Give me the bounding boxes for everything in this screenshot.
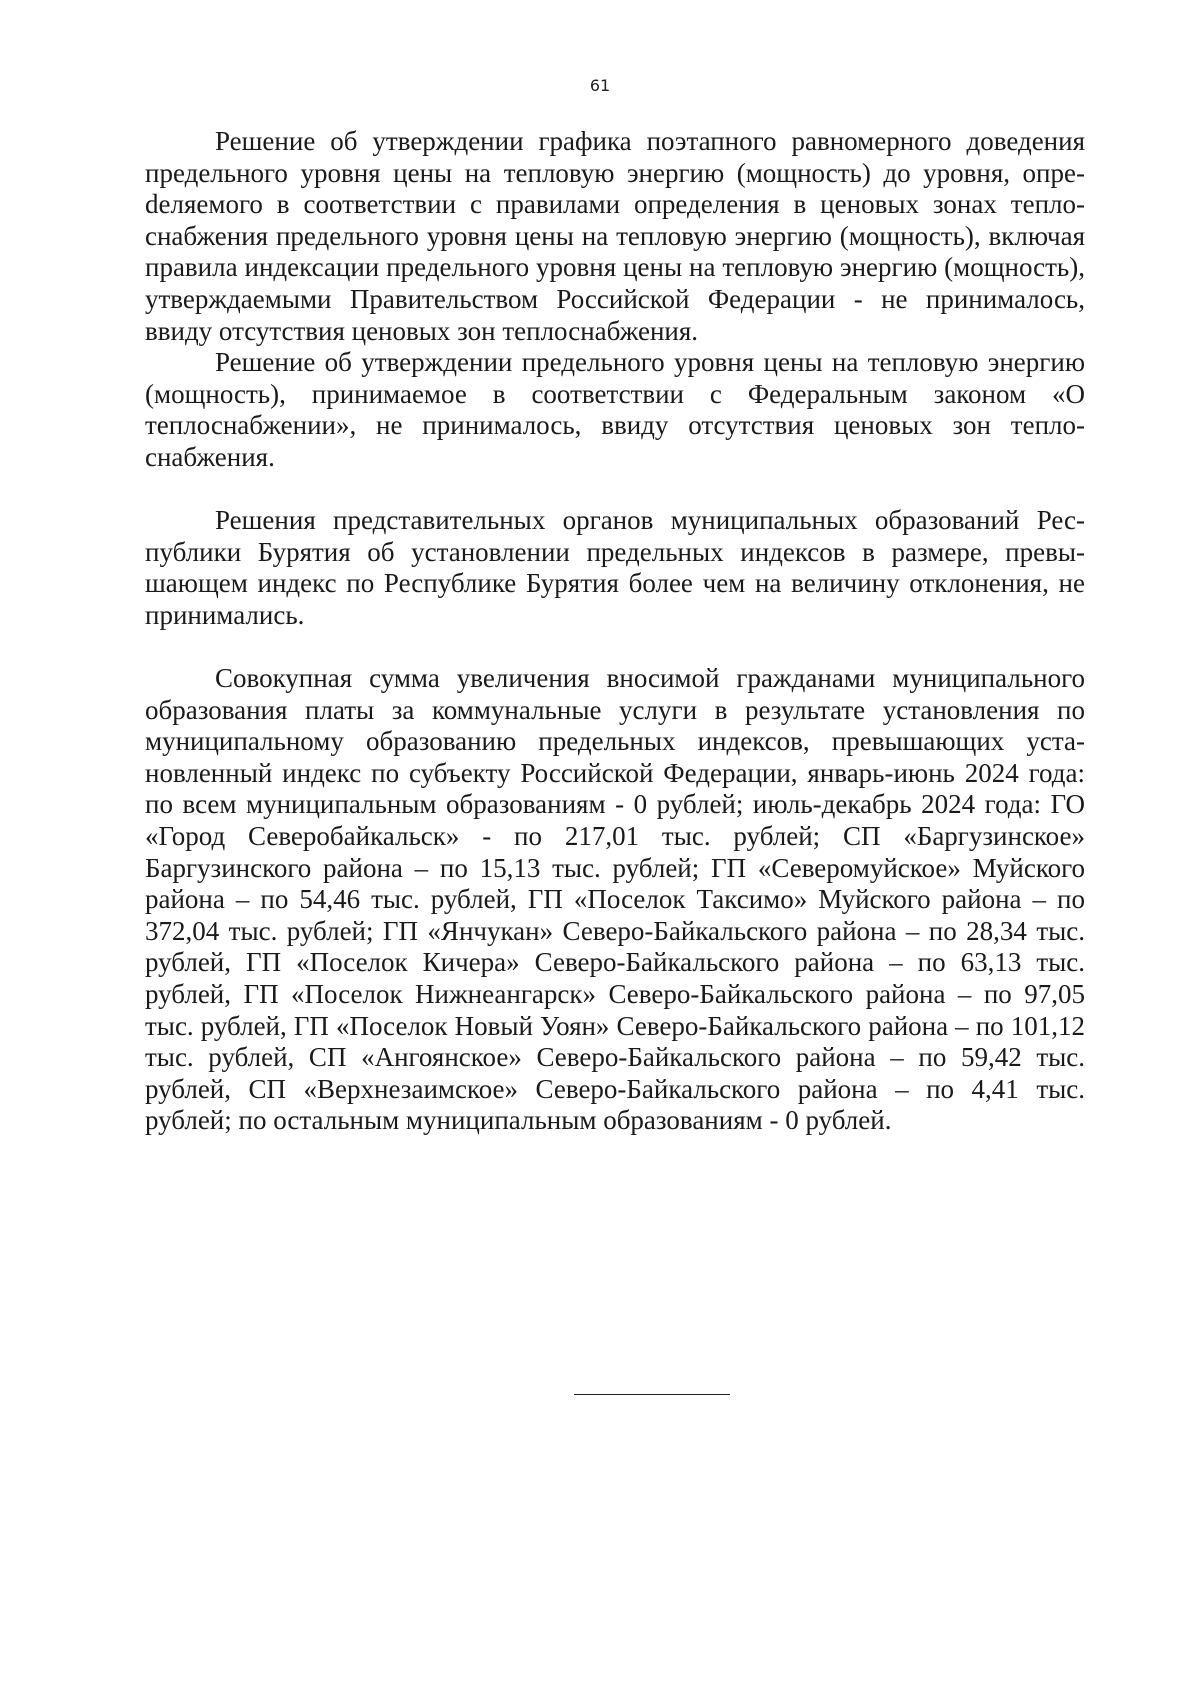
paragraph-municipal-indices: Решения представительных органов муниципальных образований Республики Бурятия об установлении предельных индексов в размере, превышающем индекс по Республике Бурятия более чем на величину отклонения, не принимались.: [145, 505, 1085, 630]
paragraph-total-increase: Совокупная сумма увеличения вносимой гражданами муниципального образования платы за коммунальные услуги в результате установления по муниципальному образованию предельных индексов, превышающих установленный индекс по субъекту Российской Федерации, январь-июнь 2024 года: по всем муниципальным образованиям - 0 рублей; июль-декабрь 2024 года: ГО «Город Северобайкальск» - по 217,01 тыс. рублей; СП «Баргузинское» Баргузинского района – по 15,13 тыс. рублей; ГП «Северомуйское» Муйского района – по 54,46 тыс. рублей, ГП «Поселок Таксимо» Муйского района – по 372,04 тыс. рублей; ГП «Янчукан» Северо-Байкальского района – по 28,34 тыс. рублей, ГП «Поселок Кичера» Северо-Байкальского района – по 63,13 тыс. рублей, ГП «Поселок Нижнеангарск» Северо-Байкальского района – по 97,05 тыс. рублей, ГП «Поселок Новый Уоян» Северо-Байкальского района – по 101,12 тыс. рублей, СП «Ангоянское» Северо-Байкальского района – по 59,42 тыс. рублей, СП «Верхнезаимское» Северо-Байкальского района – по 4,41 тыс. рублей; по остальным муниципальным образованиям - 0 рублей.: [145, 663, 1085, 1136]
page-number: 61: [589, 76, 611, 95]
paragraph-price-limit-decision: Решение об утверждении предельного уровня цены на тепловую энергию (мощность), принимаемое в соответствии с Федеральным законом «О теплоснабжении», не принималось, ввиду отсутствия ценовых зон теплоснабжения.: [145, 347, 1085, 472]
paragraph-price-schedule-decision: Решение об утверждении графика поэтапного равномерного доведения предельного уровня цены на тепловую энергию (мощность) до уровня, опреdеляемого в соответствии с правилами определения в ценовых зонах теплоснабжения предельного уровня цены на тепловую энергию (мощность), включая правила индексации предельного уровня цены на тепловую энергию (мощность), утверждаемыми Правительством Российской Федерации - не принималось, ввиду отсутствия ценовых зон теплоснабжения.: [145, 126, 1085, 346]
document-body: [145, 126, 1085, 1137]
end-of-document-rule: [574, 1394, 730, 1395]
